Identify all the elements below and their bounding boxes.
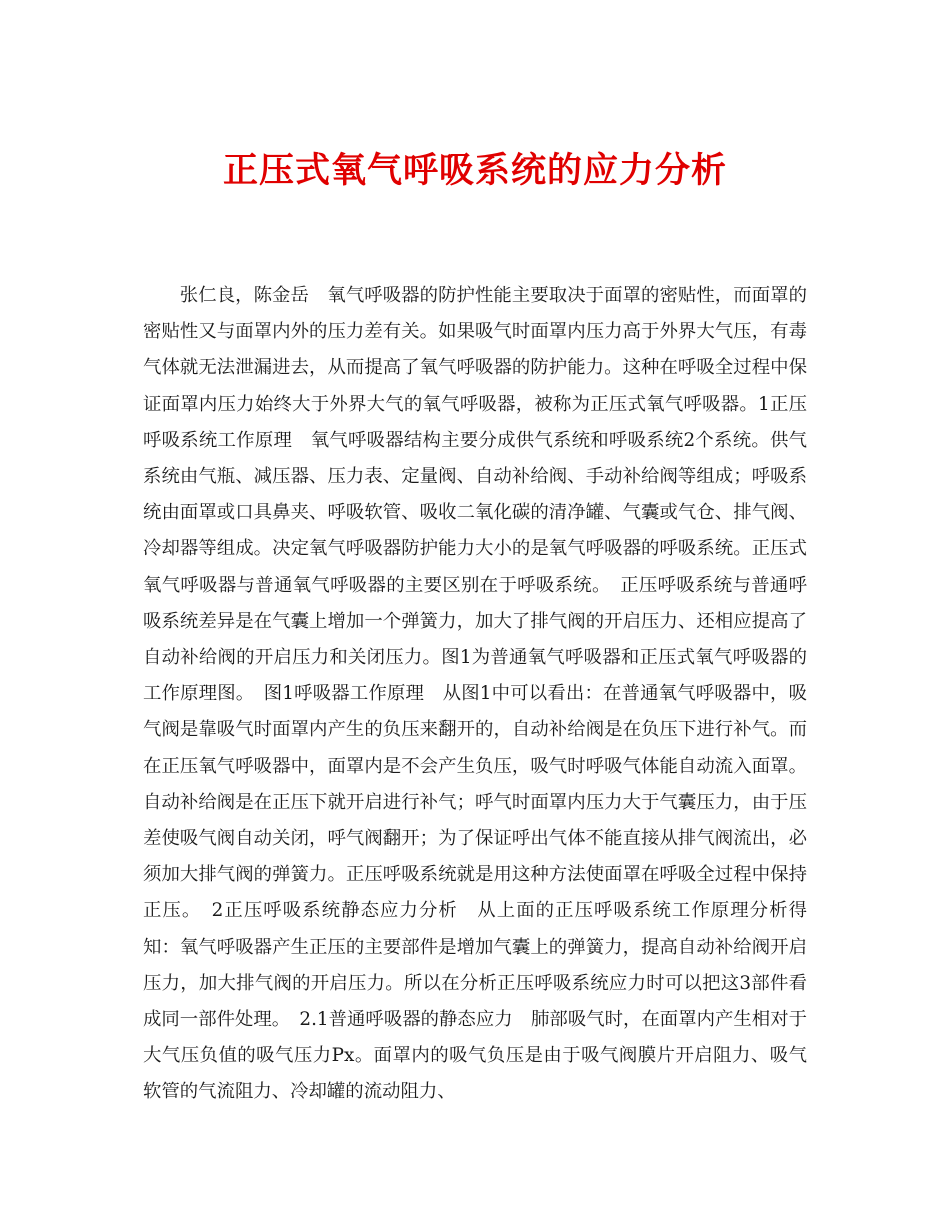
document-title: 正压式氧气呼吸系统的应力分析 xyxy=(222,150,727,192)
document-body-paragraph: 张仁良，陈金岳 氧气呼吸器的防护性能主要取决于面罩的密贴性，而面罩的密贴性又与面罩内外的压力差有关。如果吸气时面罩内压力高于外界大气压，有毒气体就无法泄漏进去，从而提高了氧气呼吸器的防护能力。这种在呼吸全过程中保证面罩内压力始终大于外界大气的氧气呼吸器，被称为正压式氧气呼吸器。1正压呼吸系统工作原理 氧气呼吸器结构主要分成供气系统和呼吸系统2个系统。供气系统由气瓶、减压器、压力表、定量阀、自动补给阀、手动补给阀等组成；呼吸系统由面罩或口具鼻夹、呼吸软管、吸收二氧化碳的清净罐、气囊或气仓、排气阀、冷却器等组成。决定氧气呼吸器防护能力大小的是氧气呼吸器的呼吸系统。正压式氧气呼吸器与普通氧气呼吸器的主要区别在于呼吸系统。 正压呼吸系统与普通呼吸系统差异是在气囊上增加一个弹簧力，加大了排气阀的开启压力、还相应提高了自动补给阀的开启压力和关闭压力。图1为普通氧气呼吸器和正压式氧气呼吸器的工作原理图。 图1呼吸器工作原理 从图1中可以看出：在普通氧气呼吸器中，吸气阀是靠吸气时面罩内产生的负压来翻开的，自动补给阀是在负压下进行补气。而在正压氧气呼吸器中，面罩内是不会产生负压，吸气时呼吸气体能自动流入面罩。自动补给阀是在正压下就开启进行补气；呼气时面罩内压力大于气囊压力，由于压差使吸气阀自动关闭，呼气阀翻开；为了保证呼出气体不能直接从排气阀流出，必须加大排气阀的弹簧力。正压呼吸系统就是用这种方法使面罩在呼吸全过程中保持正压。 2正压呼吸系统静态应力分析 从上面的正压呼吸系统工作原理分析得知：氧气呼吸器产生正压的主要部件是增加气囊上的弹簧力，提高自动补给阀开启压力，加大排气阀的开启压力。所以在分析正压呼吸系统应力时可以把这3部件看成同一部件处理。 2.1普通呼吸器的静态应力 肺部吸气时，在面罩内产生相对于大气压负值的吸气压力Px。面罩内的吸气负压是由于吸气阀膜片开启阻力、吸气软管的气流阻力、冷却罐的流动阻力、 xyxy=(143,285,807,1103)
